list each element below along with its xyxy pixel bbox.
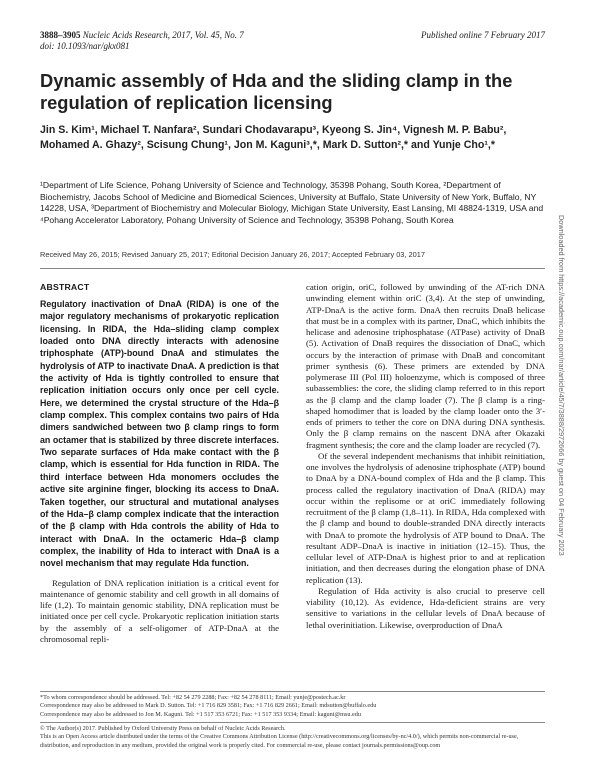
- abstract-text: Regulatory inactivation of DnaA (RIDA) is one of the major regulatory mechanisms of prokaryotic replication licensing. In RIDA, the Hda–sliding clamp complex loaded onto DNA directly interacts with adenosine triphosphate (ATP)-bound DnaA and stimulates the hydrolysis of ATP to inactivate DnaA. A prediction is that the activity of Hda is tightly controlled to ensure that replication initiation occurs only once per cell cycle. Here, we determined the crystal structure of the Hda–β clamp complex. This complex contains two pairs of Hda dimers sandwiched between two β clamp rings to form an octamer that is stabilized by three discrete interfaces. Two separate surfaces of Hda make contact with the β clamp, which is essential for Hda function in RIDA. The third interface between Hda monomers occludes the active site arginine finger, blocking its access to DnaA. Taken together, our structural and mutational analyses of the Hda–β clamp complex indicate that the interaction of the β clamp with Hda controls the ability of Hda to interact with DnaA. In the octameric Hda–β clamp complex, the inability of Hda to interact with DnaA is a novel mechanism that may regulate Hda function.: [40, 299, 279, 569]
- correspondence-line: Correspondence may also be addressed to Mark D. Sutton. Tel: +1 716 829 3581; Fax: +1 716 829 2661; Email: mdsutton@buffalo.edu: [40, 702, 377, 710]
- footnote-divider: [40, 691, 545, 692]
- right-column: [306, 282, 545, 631]
- published-date: Published online 7 February 2017: [421, 30, 545, 40]
- intro-paragraph: Regulation of DNA replication initiation is a critical event for maintenance of genomic stability and cell growth in all domains of life (1,2). To maintain genomic stability, DNA replication must be initiated once per cell cycle. Prokaryotic replication initiation starts by the assembly of a self-oligomer of ATP-DnaA at the chromosomal repli-: [40, 577, 279, 644]
- running-header: [40, 30, 545, 52]
- spacer: [40, 570, 279, 578]
- body-paragraph-2: Of the several independent mechanisms that inhibit reinitiation, one involves the hydrolysis of adenosine triphosphate (ATP) bound to DnaA by a DNA-bound complex of Hda and the β clamp. This process called the regulatory inactivation of DnaA (RIDA) may occur within the replisome or at oriC immediately following recruitment of the β clamp (1,8–11). In RIDA, Hda complexed with the β clamp and bound to double-stranded DNA directly interacts with DnaA to promote the hydrolysis of ATP bound to DnaA. The resultant ADP–DnaA is inactive in initiation (12–15). Thus, the cellular level of ATP-DnaA is highest prior to and at replication initiation, and then decreases during the elongation phase of DNA replication (13).: [306, 450, 545, 585]
- copyright-line: © The Author(s) 2017. Published by Oxford University Press on behalf of Nucleic Acids Research.: [40, 725, 286, 732]
- body-paragraph-3: Regulation of Hda activity is also crucial to preserve cell viability (10,12). As evidence, Hda-deficient strains are very sensitive to variations in the cellular levels of DnaA because of lethal overinitiation. Likewise, overproduction of DnaA: [306, 585, 545, 630]
- correspondence-line: *To whom correspondence should be addressed. Tel: +82 54 279 2288; Fax: +82 54 278 8111; Email: yunje@postech.ac.kr: [40, 694, 346, 701]
- author-list: Jin S. Kim¹, Michael T. Nanfara², Sundari Chodavarapu³, Kyeong S. Jin⁴, Vignesh M. P. Babu², Mohamed A. Ghazy², Scisung Chung¹, Jon M. Kaguni³,*, Mark D. Sutton²,* and Yunje Cho¹,*: [40, 124, 507, 151]
- received-dates: Received May 26, 2015; Revised January 25, 2017; Editorial Decision January 26, 2017; Accepted February 03, 2017: [40, 250, 425, 259]
- body-paragraph-1: cation origin, oriC, followed by unwinding of the AT-rich DNA unwinding element within oriC (3,4). At the step of unwinding, ATP-DnaA is the active form. DnaA then recruits DnaB helicase that must be in a complex with its partner, DnaC, which inhibits the helicase and adenosine triphosphatase (ATPase) activity of DnaB (5). Activation of DnaB requires the dissociation of DnaC, which occurs by the interaction of primase with DnaB and concomitant primer synthesis (6). These primers are extended by DNA polymerase III (Pol III) holoenzyme, which is composed of three subassemblies: the core, the sliding clamp referred to in this report as the β clamp and the clamp loader (7). The β clamp is a ring-shaped homodimer that is loaded by the clamp loader onto the 3′-ends of primers to tether the core on DNA during DNA synthesis. Only the β clamp remains on the nascent DNA after Okazaki fragment synthesis; the core and the clamp loader are recycled (7).: [306, 282, 545, 450]
- left-column: [40, 282, 279, 645]
- footnote-divider: [40, 722, 545, 723]
- journal-citation: Nucleic Acids Research, 2017, Vol. 45, No. 7: [82, 30, 244, 40]
- page-range: 3888–3905: [40, 30, 81, 40]
- doi[interactable]: doi: 10.1093/nar/gkx081: [40, 41, 130, 51]
- divider: [40, 268, 545, 269]
- license-text: This is an Open Access article distributed under the terms of the Creative Commons Attribution License (http://creativecommons.org/licenses/by-nc/4.0/), which permits non-commercial re-use, distribution, and reproduction in any medium, provided the original work is properly cited. For commercial re-use, please contact journals.permissions@oup.com: [40, 733, 519, 749]
- article-title: Dynamic assembly of Hda and the sliding clamp in the regulation of replication licensing: [40, 70, 513, 113]
- correspondence-notes: [40, 694, 545, 719]
- copyright-notes: [40, 725, 545, 750]
- abstract-heading: ABSTRACT: [40, 282, 90, 292]
- download-watermark: Downloaded from https://academic.oup.com/nar/article/45/7/3888/2972666 by guest on 04 February 2023: [557, 215, 566, 556]
- correspondence-line: Correspondence may also be addressed to Jon M. Kaguni. Tel: +1 517 353 6721; Fax: +1 517 353 9334; Email: kaguni@msu.edu: [40, 710, 361, 718]
- affiliations: ¹Department of Life Science, Pohang University of Science and Technology, 35398 Pohang, South Korea, ²Department of Biochemistry, Jacobs School of Medicine and Biomedical Sciences, University at Buffalo, State University of New York, Buffalo, NY 14228, USA, ³Department of Biochemistry and Molecular Biology, Michigan State University, East Lansing, MI 48824-1319, USA and ⁴Pohang Accelerator Laboratory, Pohang University of Science and Technology, 35398 Pohang, South Korea: [40, 180, 544, 225]
